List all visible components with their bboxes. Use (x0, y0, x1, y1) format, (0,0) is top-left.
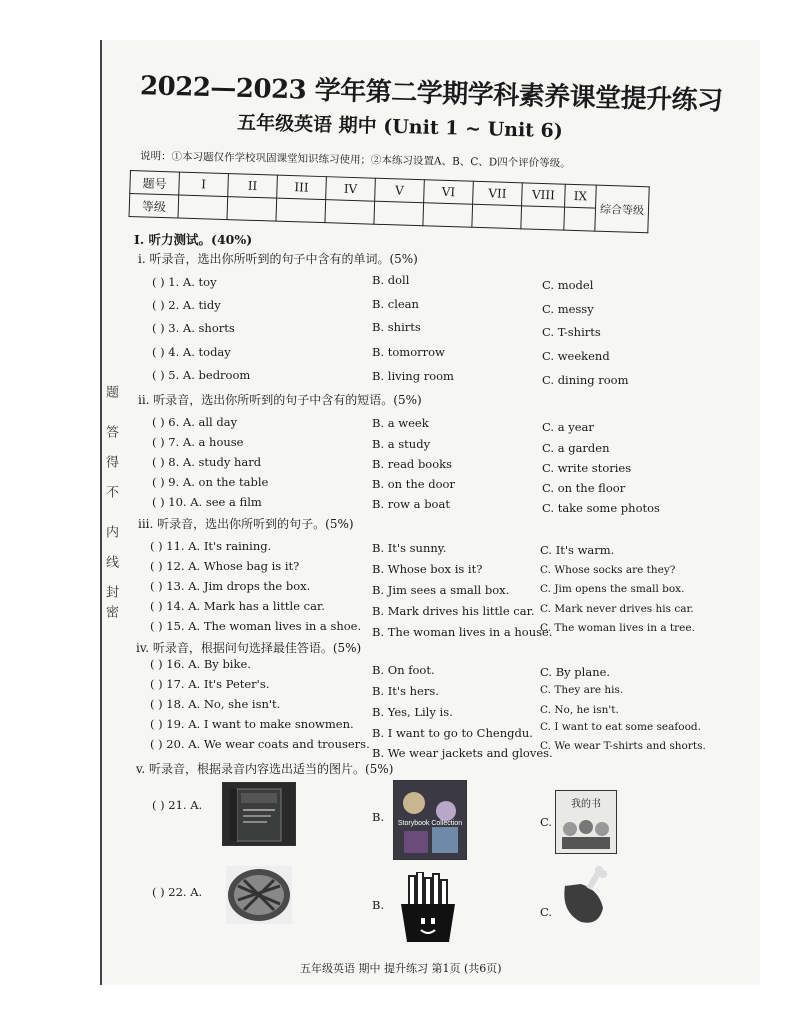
grade-cell[interactable] (325, 200, 375, 225)
grade-col: IX (565, 184, 597, 208)
grade-cell[interactable] (423, 203, 473, 228)
question-a: ( ) 15. A. The woman lives in a shoe. (150, 619, 362, 633)
margin-char: 内 (103, 525, 118, 538)
question-a: ( ) 19. A. I want to make snowmen. (150, 717, 354, 731)
question-c: C. No, he isn't. (540, 704, 619, 716)
question-a: ( ) 12. A. Whose bag is it? (150, 559, 300, 573)
part-heading: iii. 听录音，选出你所听到的句子。(5%) (138, 517, 354, 531)
section-listening-title: I. 听力测试。(40%) (134, 232, 253, 247)
question-b: B. (372, 810, 385, 824)
question-a: ( ) 14. A. Mark has a little car. (150, 599, 325, 613)
question-c: C. weekend (542, 349, 610, 363)
question-b: B. We wear jackets and gloves. (372, 746, 553, 760)
grade-col: I (179, 172, 229, 197)
question-c: C. Mark never drives his car. (540, 603, 694, 615)
question-a: ( ) 4. A. today (152, 345, 231, 359)
margin-char: 得 (103, 455, 118, 468)
question-b: B. On foot. (372, 663, 435, 677)
question-b: B. tomorrow (372, 345, 445, 359)
grade-table-total-label: 综合等级 (595, 185, 649, 233)
binding-line (100, 40, 114, 985)
question-a: ( ) 2. A. tidy (152, 298, 221, 312)
question-b: B. doll (372, 273, 410, 287)
question-c: C. The woman lives in a tree. (540, 622, 695, 634)
grade-col: III (277, 175, 327, 200)
question-b: B. It's hers. (372, 684, 439, 698)
question-a: ( ) 7. A. a house (152, 435, 244, 449)
grade-cell[interactable] (178, 195, 228, 220)
question-a: ( ) 8. A. study hard (152, 455, 262, 469)
question-a: ( ) 11. A. It's raining. (150, 539, 272, 553)
grade-col: VI (424, 180, 474, 205)
grade-cell[interactable] (521, 206, 565, 230)
grade-cell[interactable] (472, 204, 522, 229)
margin-char: 线 (103, 555, 118, 568)
question-b: B. clean (372, 297, 419, 311)
page-footer: 五年级英语 期中 提升练习 第1页 (共6页) (300, 962, 502, 975)
question-b: B. Yes, Lily is. (372, 705, 453, 719)
grade-col: II (228, 174, 278, 199)
question-a: ( ) 21. A. (152, 798, 203, 812)
sign-text: 我的书 (571, 799, 601, 810)
question-b: B. I want to go to Chengdu. (372, 726, 533, 740)
question-b: B. It's sunny. (372, 541, 447, 555)
part-heading: i. 听录音，选出你所听到的句子中含有的单词。(5%) (138, 252, 418, 266)
exam-note: 说明：①本习题仅作学校巩固课堂知识练习使用；②本练习设置A、B、C、D四个评价等级。 (139, 150, 571, 170)
question-c: C. T-shirts (542, 325, 601, 339)
question-c: C. It's warm. (540, 543, 615, 557)
q21-dictionary-image (222, 782, 296, 846)
question-c: C. They are his. (540, 684, 624, 696)
question-c: C. a garden (542, 441, 610, 455)
question-a: ( ) 1. A. toy (152, 275, 217, 289)
question-b: B. row a boat (372, 497, 450, 511)
margin-char: 密 (103, 605, 118, 618)
question-b: B. read books (372, 457, 453, 471)
question-c: C. (540, 815, 553, 829)
question-a: ( ) 5. A. bedroom (152, 368, 251, 382)
question-a: ( ) 3. A. shorts (152, 321, 235, 335)
grade-table-label-grade: 等级 (129, 194, 179, 219)
exam-title: 2022—2023 学年第二学期学科素养课堂提升练习 (139, 71, 723, 117)
question-c: C. messy (542, 302, 594, 316)
grade-col: VIII (522, 183, 566, 207)
question-a: ( ) 16. A. By bike. (150, 657, 251, 671)
question-b: B. The woman lives in a house. (372, 625, 553, 639)
grade-cell[interactable] (276, 198, 326, 223)
grade-cell[interactable] (374, 201, 424, 226)
part-heading: ii. 听录音，选出你所听到的句子中含有的短语。(5%) (138, 393, 422, 407)
question-c: C. Whose socks are they? (540, 564, 676, 576)
question-b: B. shirts (372, 320, 421, 334)
question-c: C. I want to eat some seafood. (540, 721, 701, 733)
question-c: C. (540, 905, 553, 919)
grade-col: V (375, 178, 425, 203)
grade-table-label-number: 题号 (130, 171, 180, 196)
q22-chicken-leg-image (555, 864, 613, 932)
question-c: C. dining room (542, 373, 629, 387)
question-b: B. Jim sees a small box. (372, 583, 510, 597)
margin-char: 封 (103, 585, 118, 598)
question-b: B. a week (372, 416, 429, 430)
question-a: ( ) 17. A. It's Peter's. (150, 677, 270, 691)
question-a: ( ) 10. A. see a film (152, 495, 262, 509)
question-c: C. We wear T-shirts and shorts. (540, 740, 706, 752)
margin-char: 不 (103, 485, 118, 498)
grade-cell[interactable] (227, 197, 277, 222)
part-heading: v. 听录音，根据录音内容选出适当的图片。(5%) (136, 762, 394, 776)
question-a: ( ) 9. A. on the table (152, 475, 269, 489)
question-c: C. a year (542, 420, 594, 434)
margin-char: 答 (103, 425, 118, 438)
exam-subtitle: 五年级英语 期中 (Unit 1 ~ Unit 6) (236, 111, 564, 143)
question-c: C. take some photos (542, 501, 660, 515)
storybook-title: Storybook Collection (397, 820, 463, 827)
q22-fries-image (395, 872, 461, 944)
question-a: ( ) 6. A. all day (152, 415, 238, 429)
question-a: ( ) 13. A. Jim drops the box. (150, 579, 311, 593)
q21-storybook-image (393, 780, 467, 860)
question-a: ( ) 22. A. (152, 885, 203, 899)
question-c: C. on the floor (542, 481, 626, 495)
grade-cell[interactable] (564, 207, 596, 231)
question-b: B. Mark drives his little car. (372, 604, 535, 618)
question-a: ( ) 18. A. No, she isn't. (150, 697, 281, 711)
q21-sign-image (555, 790, 617, 854)
question-c: C. By plane. (540, 665, 611, 679)
question-c: C. write stories (542, 461, 632, 475)
question-b: B. (372, 898, 385, 912)
question-b: B. living room (372, 369, 454, 383)
part-heading: iv. 听录音，根据问句选择最佳答语。(5%) (136, 641, 362, 655)
q22-pie-image (226, 866, 292, 924)
grade-col: VII (473, 181, 523, 206)
question-c: C. model (542, 278, 594, 292)
grade-col: IV (326, 177, 376, 202)
question-a: ( ) 20. A. We wear coats and trousers. (150, 737, 370, 751)
margin-char: 题 (103, 385, 118, 398)
question-b: B. Whose box is it? (372, 562, 483, 576)
question-b: B. a study (372, 437, 431, 451)
question-b: B. on the door (372, 477, 455, 491)
question-c: C. Jim opens the small box. (540, 583, 685, 595)
